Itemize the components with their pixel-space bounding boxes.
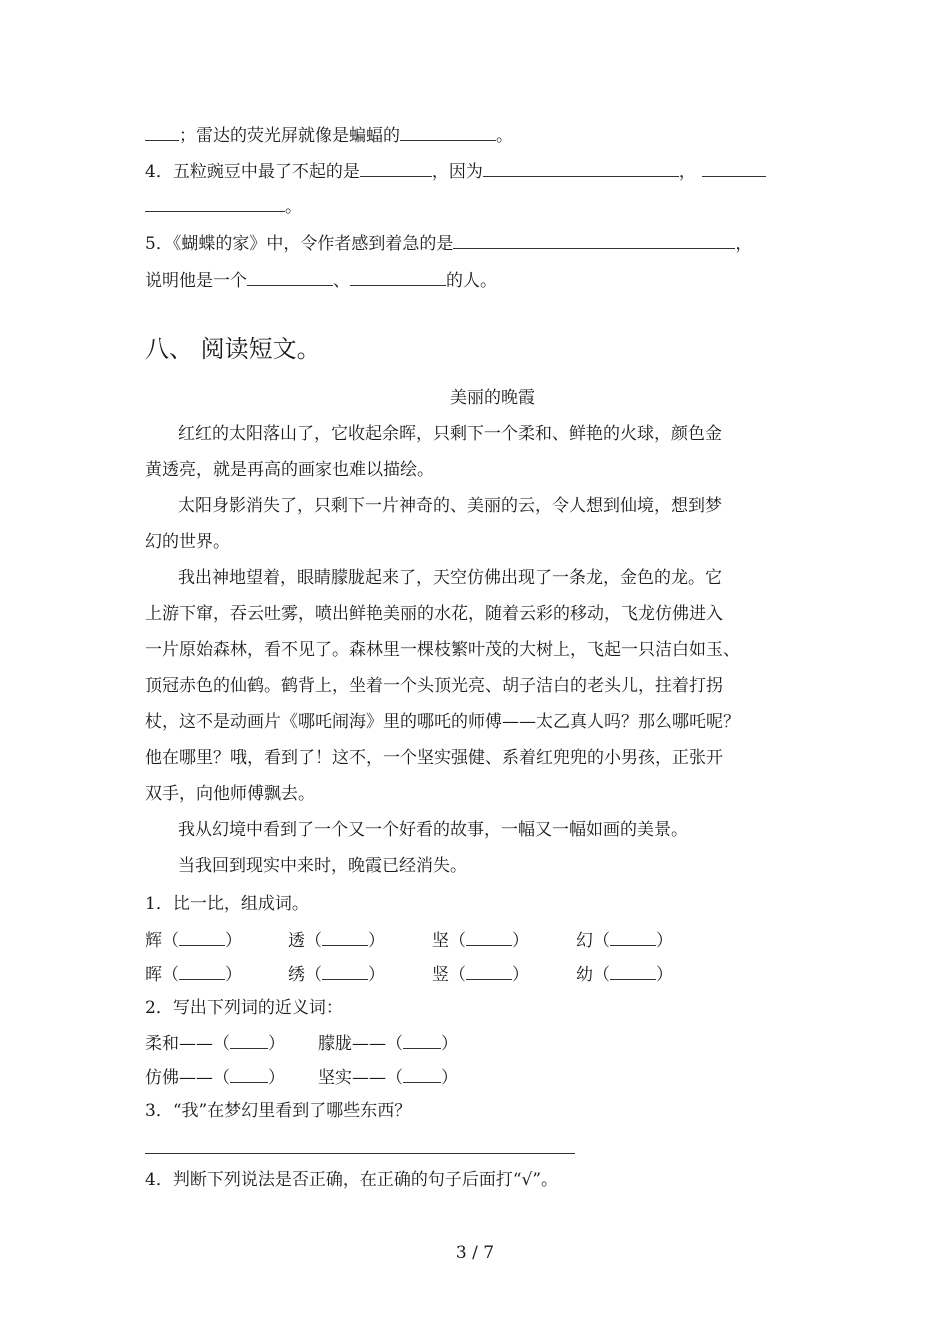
word-pair: 幼（ ） — [576, 961, 673, 987]
passage-line: 一片原始森林，看不见了。森林里一棵枝繁叶茂的大树上，飞起一只洁白如玉、 — [145, 640, 740, 660]
blank[interactable] — [466, 927, 512, 946]
word-pair: 晖（ ） — [145, 961, 242, 987]
blank[interactable] — [350, 267, 446, 286]
question-1: 1．比一比，组成词。 — [145, 894, 309, 914]
blank[interactable] — [145, 122, 179, 141]
page-number: 3 / 7 — [455, 1243, 495, 1263]
blank[interactable] — [400, 122, 496, 141]
passage-line: 黄透亮，就是再高的画家也难以描绘。 — [145, 460, 434, 480]
question-4-judge: 4．判断下列说法是否正确，在正确的句子后面打“√”。 — [145, 1170, 559, 1190]
blank[interactable] — [610, 961, 656, 980]
passage-line: 双手，向他师傅飘去。 — [145, 784, 315, 804]
blank[interactable] — [179, 927, 225, 946]
fill-line-radar: ；雷达的荧光屏就像是蝙蝠的 。 — [145, 122, 513, 148]
blank[interactable] — [230, 1030, 268, 1049]
word-pair: 坚（ ） — [432, 927, 529, 953]
answer-line[interactable] — [145, 1153, 575, 1154]
blank[interactable] — [145, 193, 285, 212]
question-4-peas: 4．五粒豌豆中最了不起的是 ，因为 ， — [145, 158, 766, 184]
passage-line: 杖，这不是动画片《哪吒闹海》里的哪吒的师傅——太乙真人吗？那么哪吒呢？ — [145, 712, 740, 732]
passage-title: 美丽的晚霞 — [450, 388, 535, 408]
blank[interactable] — [360, 158, 432, 177]
passage-line: 当我回到现实中来时，晚霞已经消失。 — [178, 856, 467, 876]
word-pair: 辉（ ） — [145, 927, 242, 953]
synonym-pair: 柔和——（ ） — [145, 1030, 285, 1056]
blank[interactable] — [403, 1064, 441, 1083]
blank[interactable] — [179, 961, 225, 980]
blank[interactable] — [610, 927, 656, 946]
word-pair: 竖（ ） — [432, 961, 529, 987]
synonym-pair: 坚实——（ ） — [318, 1064, 458, 1090]
question-4-peas-cont: 。 — [145, 193, 302, 219]
blank[interactable] — [322, 927, 368, 946]
question-3: 3．“我”在梦幻里看到了哪些东西？ — [145, 1101, 412, 1121]
synonym-pair: 朦胧——（ ） — [318, 1030, 458, 1056]
passage-line: 我从幻境中看到了一个又一个好看的故事，一幅又一幅如画的美景。 — [178, 820, 688, 840]
passage-line: 红红的太阳落山了，它收起余晖，只剩下一个柔和、鲜艳的火球，颜色金 — [178, 424, 722, 444]
passage-line: 上游下窜，吞云吐雾，喷出鲜艳美丽的水花，随着云彩的移动，飞龙仿佛进入 — [145, 604, 723, 624]
question-2: 2．写出下列词的近义词： — [145, 998, 343, 1018]
blank[interactable] — [230, 1064, 268, 1083]
word-pair: 透（ ） — [288, 927, 385, 953]
passage-line: 他在哪里？哦，看到了！这不，一个坚实强健、系着红兜兜的小男孩，正张开 — [145, 748, 723, 768]
passage-line: 幻的世界。 — [145, 532, 230, 552]
blank[interactable] — [453, 230, 735, 249]
blank[interactable] — [247, 267, 333, 286]
synonym-pair: 仿佛——（ ） — [145, 1064, 285, 1090]
blank[interactable] — [483, 158, 679, 177]
question-5-butterfly-cont: 说明他是一个 、 的人。 — [145, 267, 497, 293]
passage-line: 我出神地望着，眼睛朦胧起来了，天空仿佛出现了一条龙，金色的龙。它 — [178, 568, 722, 588]
word-pair: 绣（ ） — [288, 961, 385, 987]
question-5-butterfly: 5．《蝴蝶的家》中，令作者感到着急的是 ， — [145, 230, 752, 256]
blank[interactable] — [322, 961, 368, 980]
blank[interactable] — [702, 158, 766, 177]
blank[interactable] — [403, 1030, 441, 1049]
section-heading: 八、 阅读短文。 — [145, 335, 321, 363]
passage-line: 太阳身影消失了，只剩下一片神奇的、美丽的云，令人想到仙境，想到梦 — [178, 496, 722, 516]
blank[interactable] — [466, 961, 512, 980]
word-pair: 幻（ ） — [576, 927, 673, 953]
passage-line: 顶冠赤色的仙鹤。鹤背上，坐着一个头顶光亮、胡子洁白的老头儿，拄着打拐 — [145, 676, 723, 696]
